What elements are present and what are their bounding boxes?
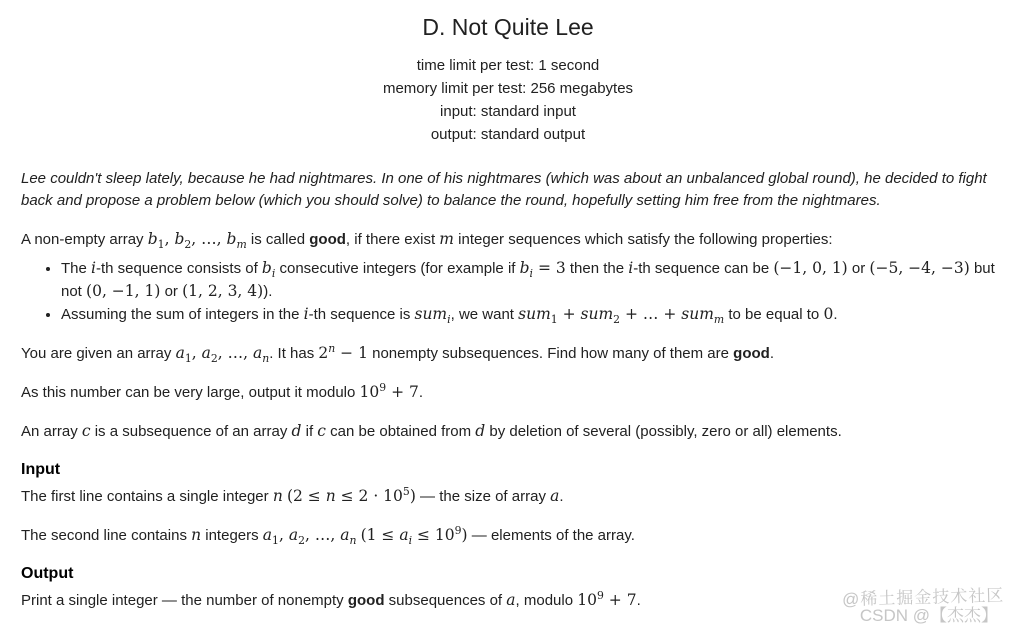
property-item-1: • The i-th sequence consists of $b_i$ consecutive integers (for example if $b_i = 3$ then the i-th sequence can be (−1, 0, 1) or (−5, −4, −3) but not (0, −1, 1) or (1, 2, 3, 4)). [61,257,995,303]
input-section-heading: Input [21,461,61,478]
output-file: output: standard output [430,126,586,143]
input-line-1: The first line contains a single integer n $(2 \le n \le 2 \cdot 10^5)$ — the size of array a. [21,484,564,505]
property-item-2: • Assuming the sum of integers in the i-th sequence is sum$_i$, we want sum$_1$ + sum$_2$ + … + sum$_m$ to be equal to 0. [61,303,995,326]
output-line-1: Print a single integer — the number of nonempty good subsequences of a, modulo $10^9 + 7$. [21,588,641,609]
legend-paragraph: Lee couldn't sleep lately, because he had nightmares. In one of his nightmares (which was about an unbalanced global round), he decided to fight back and propose a problem below (which you should solve) to balance the round, hopefully setting him free from the nightmares. [21,170,987,209]
memory-limit: memory limit per test: 256 megabytes [382,80,634,97]
problem-header [21,12,995,146]
modulo-paragraph: As this number can be very large, output it modulo $10^9 + 7$. [21,380,424,401]
task-paragraph: You are given an array $a_1$, $a_2$, …, $a_n$. It has $2^n - 1$ nonempty subsequences. Find how many of them are good. [21,341,774,366]
watermark-line-1: @稀土掘金技术社区 [841,585,1005,610]
problem-limits [21,54,995,146]
input-line-2: The second line contains n integers $a_1$, $a_2$, …, $a_n$ $(1 \le a_i \le 10^9)$ — elements of the array. [21,523,635,548]
output-section-heading: Output [21,565,74,582]
time-limit: time limit per test: 1 second [416,57,600,74]
properties-list [21,257,995,326]
input-file: input: standard input [440,103,576,120]
good-definition-paragraph: A non-empty array $b_1$, $b_2$, …, $b_m$ is called good, if there exist m integer sequences which satisfy the following properties: [21,230,833,252]
subsequence-definition-paragraph: An array c is a subsequence of an array d if c can be obtained from d by deletion of several (possibly, zero or all) elements. [21,422,842,440]
problem-title: D. Not Quite Lee [422,14,594,40]
watermark-line-2: CSDN @【杰杰】 [859,606,998,625]
